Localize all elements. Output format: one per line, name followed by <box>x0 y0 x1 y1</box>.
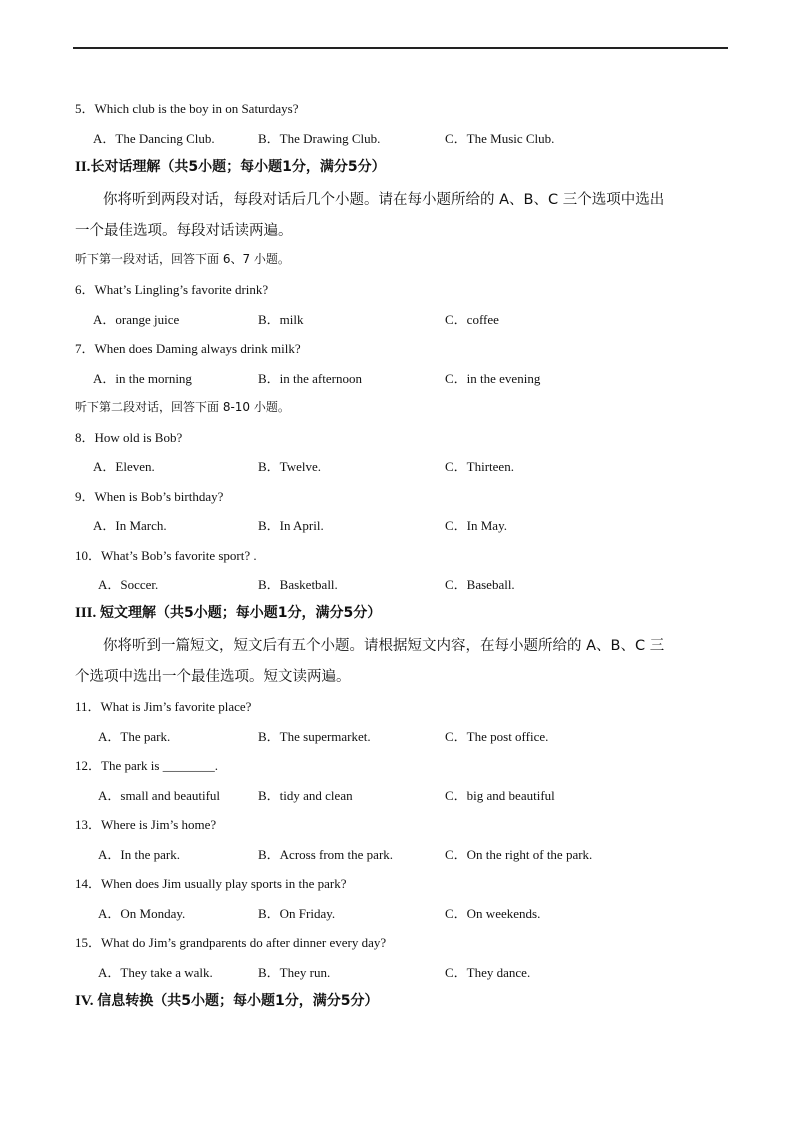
section-4-heading <box>75 990 378 1010</box>
option-11a[interactable]: A．The park. <box>98 729 171 744</box>
section-3-instructions-line-2: 个选项中选出一个最佳选项。短文读两遍。 <box>75 669 351 685</box>
option-10b[interactable]: B．Basketball. <box>258 577 338 592</box>
question-7: 7．When does Daming always drink milk? <box>75 341 301 356</box>
option-14a[interactable]: A．On Monday. <box>98 906 186 921</box>
option-5a[interactable]: A．The Dancing Club. <box>93 131 215 146</box>
option-5c[interactable]: C．The Music Club. <box>445 131 555 146</box>
question-9: 9．When is Bob’s birthday? <box>75 489 224 504</box>
option-10c[interactable]: C．Baseball. <box>445 577 515 592</box>
dialogue-1-instruction: 听下第一段对话，回答下面 6、7 小题。 <box>75 252 290 266</box>
option-9a[interactable]: A．In March. <box>93 518 167 533</box>
option-8a[interactable]: A．Eleven. <box>93 459 155 474</box>
option-10a[interactable]: A．Soccer. <box>98 577 159 592</box>
section-4-title: 信息转换（共5小题；每小题1分，满分5分） <box>97 993 379 1009</box>
section-3-title: 短文理解（共5小题；每小题1分，满分5分） <box>100 605 382 621</box>
option-14c[interactable]: C．On weekends. <box>445 906 541 921</box>
option-13a[interactable]: A．In the park. <box>98 847 180 862</box>
option-8c[interactable]: C．Thirteen. <box>445 459 514 474</box>
option-12b[interactable]: B．tidy and clean <box>258 788 353 803</box>
option-5b[interactable]: B．The Drawing Club. <box>258 131 381 146</box>
section-2-number: II. <box>75 159 91 175</box>
question-14: 14．When does Jim usually play sports in the park? <box>75 876 347 891</box>
option-13c[interactable]: C．On the right of the park. <box>445 847 593 862</box>
question-10: 10．What’s Bob’s favorite sport? . <box>75 548 257 563</box>
section-2-heading <box>75 156 386 176</box>
dialogue-2-instruction: 听下第二段对话，回答下面 8-10 小题。 <box>75 400 290 414</box>
question-8: 8．How old is Bob? <box>75 430 183 445</box>
question-12: 12．The park is ________. <box>75 758 218 773</box>
question-13: 13．Where is Jim’s home? <box>75 817 217 832</box>
question-6: 6．What’s Lingling’s favorite drink? <box>75 282 269 297</box>
section-3-instructions-line-1: 你将听到一篇短文，短文后有五个小题。请根据短文内容，在每小题所给的 A、B、C 三 <box>103 638 665 654</box>
section-3-number: III. <box>75 605 97 621</box>
option-12c[interactable]: C．big and beautiful <box>445 788 555 803</box>
option-9b[interactable]: B．In April. <box>258 518 324 533</box>
option-7b[interactable]: B．in the afternoon <box>258 371 362 386</box>
option-15c[interactable]: C．They dance. <box>445 965 531 980</box>
option-7c[interactable]: C．in the evening <box>445 371 541 386</box>
option-9c[interactable]: C．In May. <box>445 518 507 533</box>
option-12a[interactable]: A．small and beautiful <box>98 788 221 803</box>
section-2-instructions-line-1: 你将听到两段对话，每段对话后几个小题。请在每小题所给的 A、B、C 三个选项中选出 <box>103 192 665 208</box>
option-7a[interactable]: A．in the morning <box>93 371 192 386</box>
option-6a[interactable]: A．orange juice <box>93 312 180 327</box>
question-15: 15．What do Jim’s grandparents do after dinner every day? <box>75 935 387 950</box>
option-11b[interactable]: B．The supermarket. <box>258 729 371 744</box>
question-5: 5．Which club is the boy in on Saturdays? <box>75 101 299 116</box>
option-14b[interactable]: B．On Friday. <box>258 906 336 921</box>
option-13b[interactable]: B．Across from the park. <box>258 847 394 862</box>
question-11: 11．What is Jim’s favorite place? <box>75 699 252 714</box>
option-6c[interactable]: C．coffee <box>445 312 499 327</box>
option-15a[interactable]: A．They take a walk. <box>98 965 213 980</box>
section-3-heading <box>75 602 381 622</box>
section-2-instructions-line-2: 一个最佳选项。每段对话读两遍。 <box>75 223 293 239</box>
option-8b[interactable]: B．Twelve. <box>258 459 321 474</box>
section-2-title: 长对话理解（共5小题；每小题1分，满分5分） <box>90 159 386 175</box>
section-4-number: IV. <box>75 993 94 1009</box>
option-6b[interactable]: B．milk <box>258 312 304 327</box>
option-11c[interactable]: C．The post office. <box>445 729 549 744</box>
option-15b[interactable]: B．They run. <box>258 965 331 980</box>
header-rule <box>73 47 728 49</box>
